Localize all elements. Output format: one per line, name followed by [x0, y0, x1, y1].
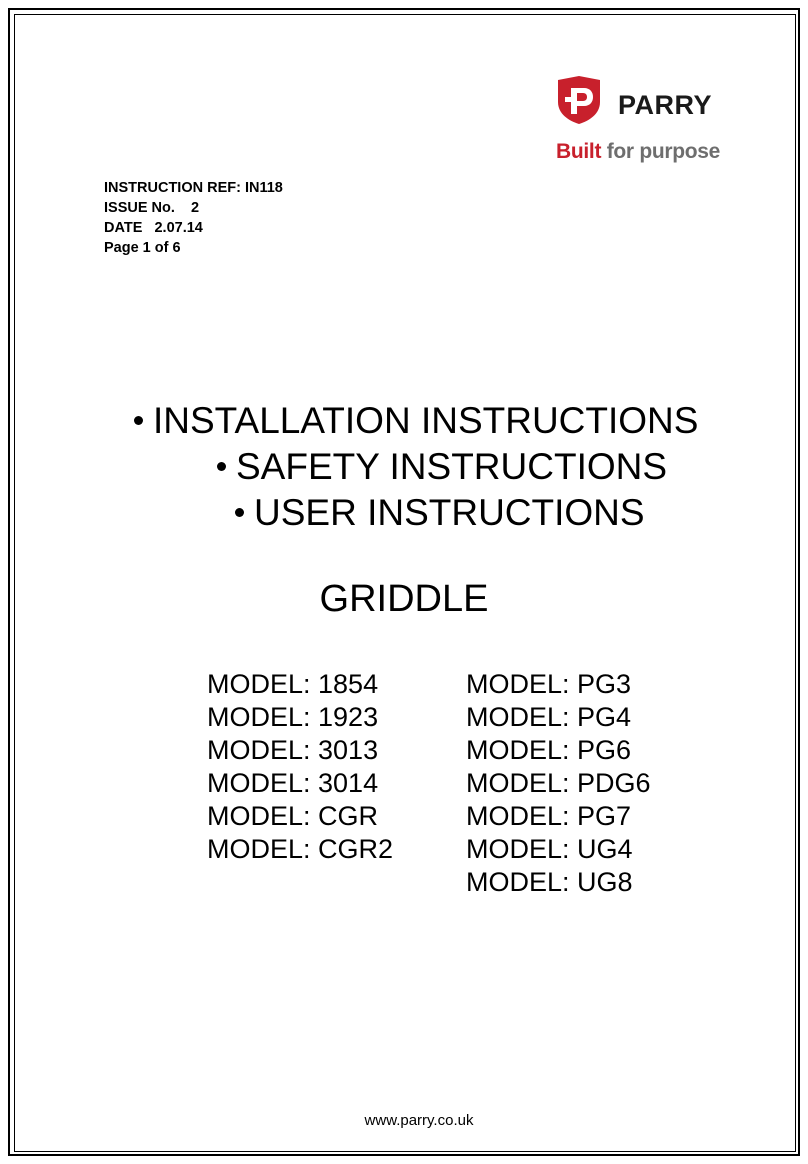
heading-user — [235, 490, 645, 536]
model-item: MODEL: 1854 — [207, 669, 379, 699]
model-item: MODEL: 3014 — [207, 768, 379, 798]
model-item: MODEL: PG4 — [466, 702, 632, 732]
bullet-icon — [235, 508, 244, 517]
model-list-right — [466, 668, 651, 899]
model-item: MODEL: 1923 — [207, 702, 379, 732]
model-item: MODEL: PDG6 — [466, 768, 651, 798]
brand-tagline — [556, 140, 720, 164]
parry-logo — [556, 76, 736, 168]
model-item: MODEL: PG7 — [466, 801, 632, 831]
issue-number: ISSUE No. 2 — [104, 200, 200, 216]
model-item: MODEL: PG6 — [466, 735, 632, 765]
tagline-accent: Built — [556, 140, 602, 163]
model-item: MODEL: CGR2 — [207, 834, 394, 864]
heading-text: USER INSTRUCTIONS — [254, 492, 645, 533]
heading-installation — [134, 398, 698, 444]
bullet-icon — [217, 462, 226, 471]
product-title: GRIDDLE — [319, 578, 489, 620]
footer-website-link[interactable]: www.parry.co.uk — [364, 1112, 474, 1129]
brand-name: PARRY — [618, 90, 713, 120]
instruction-ref: INSTRUCTION REF: IN118 — [104, 180, 283, 196]
model-item: MODEL: PG3 — [466, 669, 632, 699]
model-item: MODEL: CGR — [207, 801, 379, 831]
page-number: Page 1 of 6 — [104, 240, 181, 256]
parry-shield-icon — [556, 76, 602, 124]
model-item: MODEL: 3013 — [207, 735, 379, 765]
document-meta — [104, 178, 283, 258]
heading-text: INSTALLATION INSTRUCTIONS — [153, 400, 699, 441]
model-item: MODEL: UG4 — [466, 834, 633, 864]
heading-safety — [217, 444, 667, 490]
issue-date: DATE 2.07.14 — [104, 220, 203, 236]
tagline-rest: for purpose — [601, 140, 721, 163]
model-list-left — [207, 668, 393, 866]
bullet-icon — [134, 416, 143, 425]
heading-text: SAFETY INSTRUCTIONS — [236, 446, 668, 487]
model-item: MODEL: UG8 — [466, 867, 633, 897]
